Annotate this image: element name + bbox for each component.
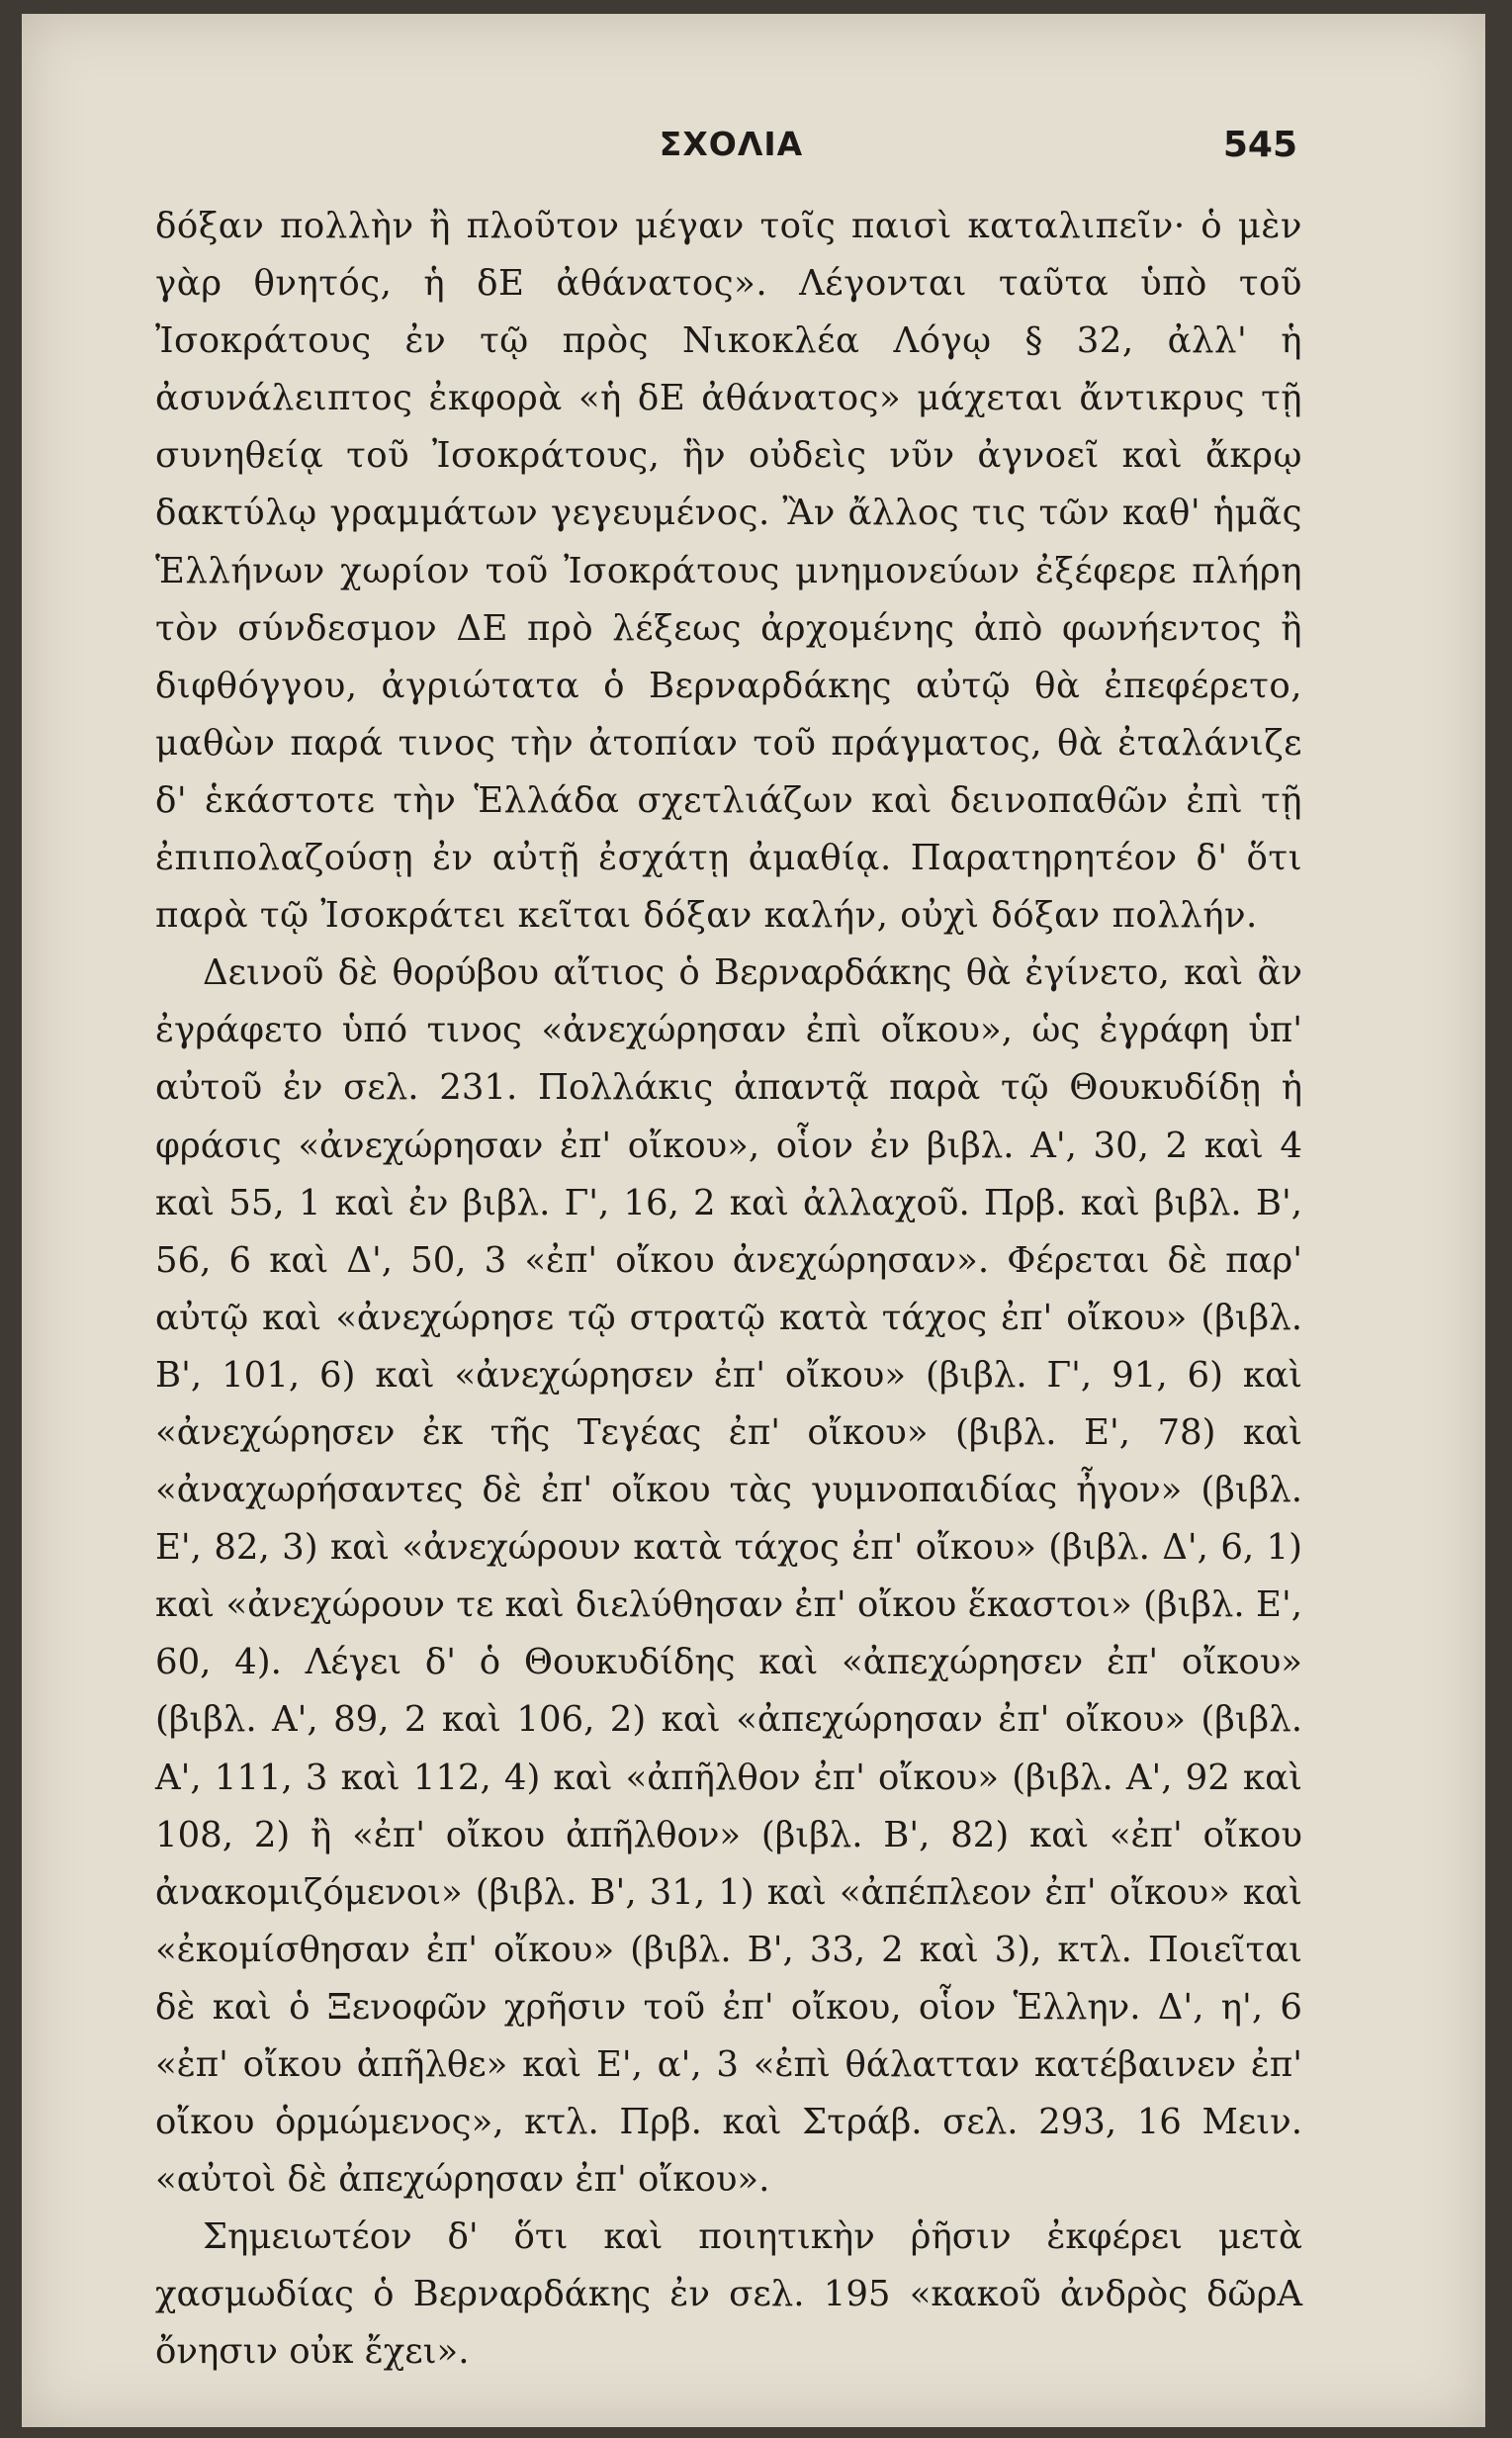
body-text <box>155 198 1302 2382</box>
paragraph-1: δόξαν πολλὴν ἢ πλοῦτον μέγαν τοῖς παισὶ καταλιπεῖν· ὁ μὲν γὰρ θνητός, ἡ δΕ ἀθάνατος». Λέγονται ταῦτα ὑπὸ τοῦ Ἰσοκράτους ἐν τῷ πρὸς Νικοκλέα Λόγῳ § 32, ἀλλ' ἡ ἀσυνάλειπτος ἐκφορὰ «ἡ δΕ ἀθάνατος» μάχεται ἄντικρυς τῇ συνηθείᾳ τοῦ Ἰσοκράτους, ἣν οὐδεὶς νῦν ἀγνοεῖ καὶ ἄκρῳ δακτύλῳ γραμμάτων γεγευμένος. Ἂν ἄλλος τις τῶν καθ' ἡμᾶς Ἑλλήνων χωρίον τοῦ Ἰσοκράτους μνημονεύων ἐξέφερε πλήρη τὸν σύνδεσμον ΔΕ πρὸ λέξεως ἀρχομένης ἀπὸ φωνήεντος ἢ διφθόγγου, ἀγριώτατα ὁ Βερναρδάκης αὐτῷ θὰ ἐπεφέρετο, μαθὼν παρά τινος τὴν ἀτοπίαν τοῦ πράγματος, θὰ ἐταλάνιζε δ' ἑκάστοτε τὴν Ἑλλάδα σχετλιάζων καὶ δεινοπαθῶν ἐπὶ τῇ ἐπιπολαζούσῃ ἐν αὐτῇ ἐσχάτῃ ἀμαθίᾳ. Παρατηρητέον δ' ὅτι παρὰ τῷ Ἰσοκράτει κεῖται δόξαν καλήν, οὐχὶ δόξαν πολλήν. <box>155 206 1302 937</box>
running-head-title: ΣΧΟΛΙΑ <box>659 125 804 163</box>
running-head <box>165 125 1297 174</box>
paragraph-3: Σημειωτέον δ' ὅτι καὶ ποιητικὴν ῥῆσιν ἐκφέρει μετὰ χασμωδίας ὁ Βερναρδάκης ἐν σελ. 195 «κακοῦ ἀνδρὸς δῶρΑ ὄνησιν οὐκ ἔχει». <box>155 2216 1302 2373</box>
paragraph-2: Δεινοῦ δὲ θορύβου αἴτιος ὁ Βερναρδάκης θὰ ἐγίνετο, καὶ ἂν ἐγράφετο ὑπό τινος «ἀνεχώρησαν ἐπὶ οἴκου», ὡς ἐγράφη ὑπ' αὐτοῦ ἐν σελ. 231. Πολλάκις ἀπαντᾷ παρὰ τῷ Θουκυδίδῃ ἡ φράσις «ἀνεχώρησαν ἐπ' οἴκου», οἷον ἐν βιβλ. Α', 30, 2 καὶ 4 καὶ 55, 1 καὶ ἐν βιβλ. Γ', 16, 2 καὶ ἀλλαχοῦ. Πρβ. καὶ βιβλ. Β', 56, 6 καὶ Δ', 50, 3 «ἐπ' οἴκου ἀνεχώρησαν». Φέρεται δὲ παρ' αὐτῷ καὶ «ἀνεχώρησε τῷ στρατῷ κατὰ τάχος ἐπ' οἴκου» (βιβλ. Β', 101, 6) καὶ «ἀνεχώρησεν ἐπ' οἴκου» (βιβλ. Γ', 91, 6) καὶ «ἀνεχώρησεν ἐκ τῆς Τεγέας ἐπ' οἴκου» (βιβλ. Ε', 78) καὶ «ἀναχωρήσαντες δὲ ἐπ' οἴκου τὰς γυμνοπαιδίας ἦγον» (βιβλ. Ε', 82, 3) καὶ «ἀνεχώρουν κατὰ τάχος ἐπ' οἴκου» (βιβλ. Δ', 6, 1) καὶ «ἀνεχώρουν τε καὶ διελύθησαν ἐπ' οἴκου ἕκαστοι» (βιβλ. Ε', 60, 4). Λέγει δ' ὁ Θουκυδίδης καὶ «ἀπεχώρησεν ἐπ' οἴκου» (βιβλ. Α', 89, 2 καὶ 106, 2) καὶ «ἀπεχώρησαν ἐπ' οἴκου» (βιβλ. Α', 111, 3 καὶ 112, 4) καὶ «ἀπῆλθον ἐπ' οἴκου» (βιβλ. Α', 92 καὶ 108, 2) ἢ «ἐπ' οἴκου ἀπῆλθον» (βιβλ. Β', 82) καὶ «ἐπ' οἴκου ἀνακομιζόμενοι» (βιβλ. Β', 31, 1) καὶ «ἀπέπλεον ἐπ' οἴκου» καὶ «ἐκομίσθησαν ἐπ' οἴκου» (βιβλ. Β', 33, 2 καὶ 3), κτλ. Ποιεῖται δὲ καὶ ὁ Ξενοφῶν χρῆσιν τοῦ ἐπ' οἴκου, οἷον Ἑλλην. Δ', η', 6 «ἐπ' οἴκου ἀπῆλθε» καὶ Ε', α', 3 «ἐπὶ θάλατταν κατέβαινεν ἐπ' οἴκου ὁρμώμενος», κτλ. Πρβ. καὶ Στράβ. σελ. 293, 16 Μειν. «αὐτοὶ δὲ ἀπεχώρησαν ἐπ' οἴκου». <box>155 952 1302 2201</box>
book-page <box>22 14 1485 2427</box>
page-number: 545 <box>1222 125 1297 165</box>
